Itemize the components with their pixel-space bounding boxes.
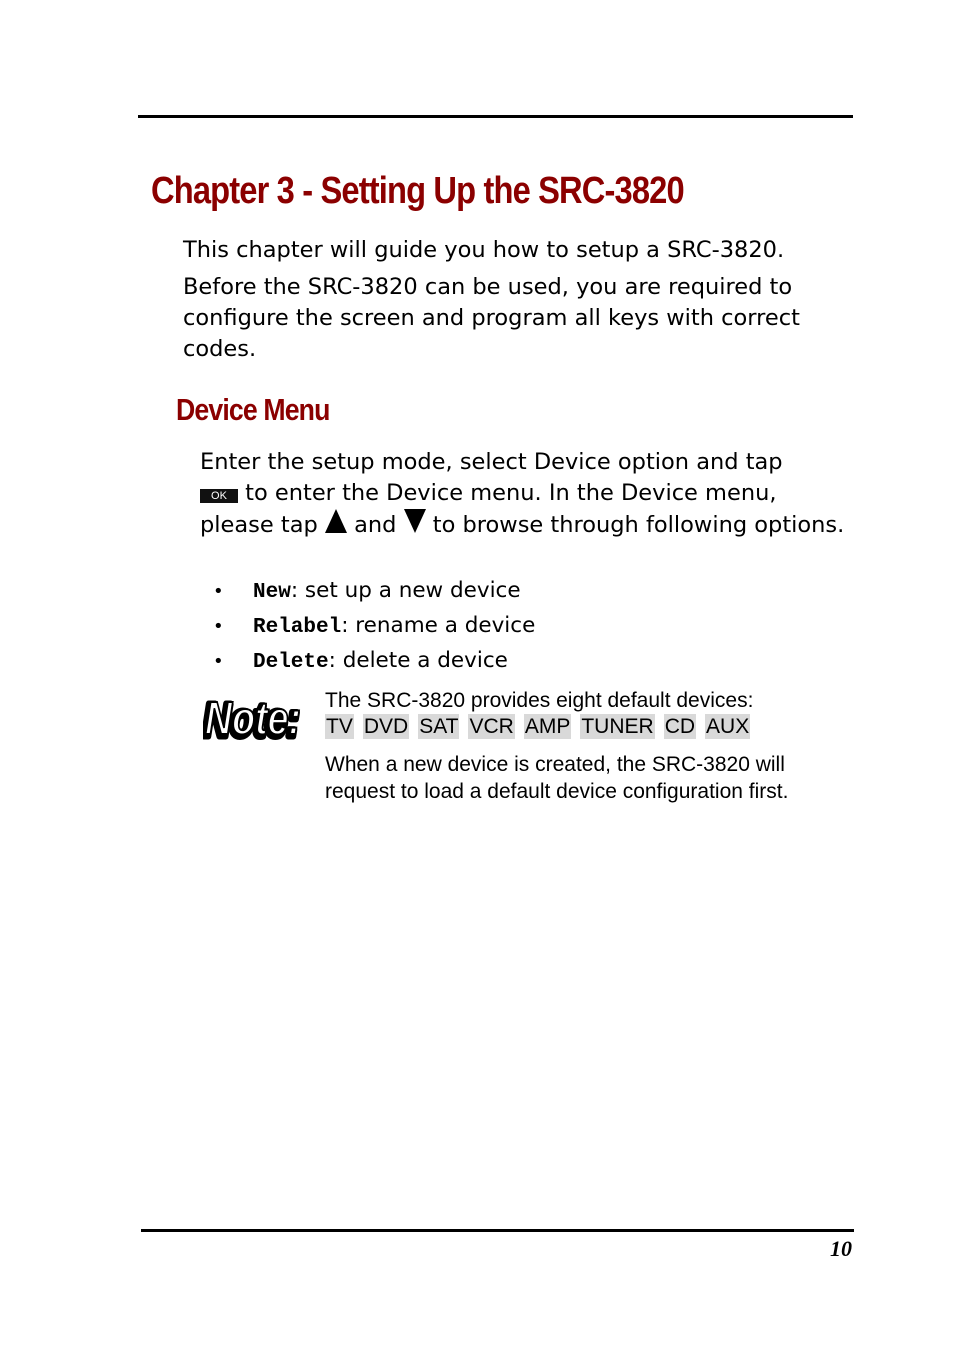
header-rule	[138, 115, 853, 118]
bullet: •	[213, 581, 224, 602]
device-tag: TUNER	[581, 715, 654, 738]
device-options-list	[213, 576, 535, 681]
note-logo-icon	[203, 690, 307, 742]
default-devices-list	[325, 714, 845, 742]
option-description: : set up a new device	[290, 578, 521, 603]
note-line-2: When a new device is created, the SRC-3820 will request to load a default device configuration first.	[325, 753, 789, 803]
option-name: Relabel	[253, 616, 342, 639]
option-description: : rename a device	[341, 613, 536, 638]
option-description: : delete a device	[328, 648, 508, 673]
device-menu-paragraph	[200, 447, 850, 541]
device-tag: AMP	[524, 715, 571, 738]
list-item	[213, 611, 535, 646]
note-line-1: The SRC-3820 provides eight default devices:	[325, 689, 754, 712]
list-item	[213, 646, 535, 681]
note-logo-text: Note:	[205, 692, 301, 742]
device-para-text-1: Enter the setup mode, select Device option and tap	[200, 449, 783, 475]
device-para-text-3: and	[354, 512, 397, 538]
intro-paragraph-1: This chapter will guide you how to setup a SRC-3820.	[183, 237, 785, 263]
down-triangle-icon	[404, 509, 426, 533]
section-title-device-menu: Device Menu	[176, 392, 330, 427]
device-tag: DVD	[363, 715, 409, 738]
up-triangle-icon	[325, 509, 347, 533]
device-tag: TV	[326, 715, 353, 738]
intro-paragraph-2: Before the SRC-3820 can be used, you are required to configure the screen and program all keys with correct codes.	[183, 274, 800, 362]
device-tag: AUX	[706, 715, 750, 738]
bullet: •	[213, 616, 224, 637]
chapter-title: Chapter 3 - Setting Up the SRC-3820	[151, 170, 684, 212]
device-tag: VCR	[469, 715, 514, 738]
page-number: 10	[830, 1236, 852, 1261]
device-para-text-2: to enter the Device menu. In the Device menu, please tap	[200, 480, 777, 538]
option-name: Delete	[253, 651, 329, 674]
option-name: New	[253, 581, 291, 604]
ok-key-icon: OK	[200, 489, 238, 503]
device-tag: SAT	[419, 715, 459, 738]
list-item	[213, 576, 535, 611]
bullet: •	[213, 651, 224, 672]
note-body	[325, 688, 845, 805]
note-logo-shadow: Note:	[203, 694, 299, 742]
footer-rule	[141, 1229, 854, 1232]
chapter-intro	[183, 235, 853, 371]
device-tag: CD	[664, 715, 696, 738]
device-para-text-4: to browse through following options.	[432, 512, 845, 538]
